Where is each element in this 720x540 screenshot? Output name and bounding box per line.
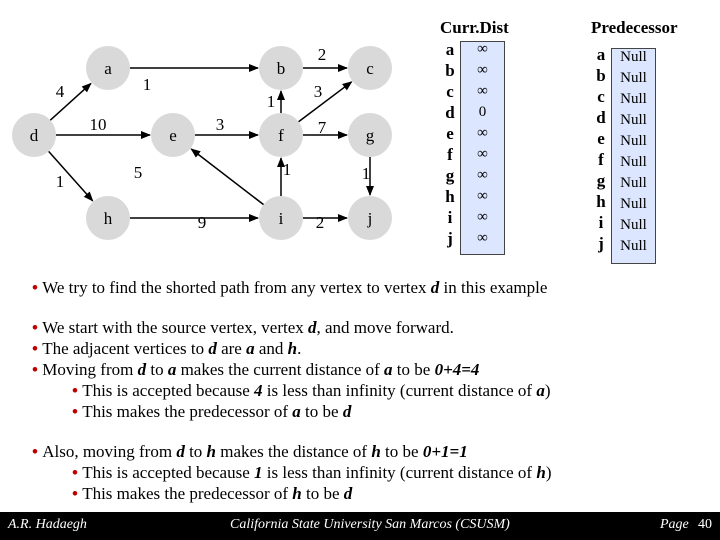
emphasis-text: h [287, 339, 298, 358]
bullet-6 [32, 442, 468, 462]
node-g [348, 113, 392, 157]
pred-row-vertex-g: g [596, 171, 606, 190]
emphasis-text: h [371, 442, 381, 461]
bullet-marker: • [72, 463, 83, 482]
emphasis-text: a [167, 360, 177, 379]
sub-bullet-4 [72, 381, 551, 401]
bullet-text: and [254, 339, 288, 358]
edge-weight-e-f: 3 [215, 115, 225, 134]
dist-row-vertex-i: i [447, 208, 453, 227]
emphasis-text: h [536, 463, 546, 482]
pred-value-b: Null [620, 70, 647, 86]
node-b [259, 46, 303, 90]
dist-row-vertex-a: a [445, 40, 455, 59]
emphasis-text: d [208, 339, 217, 358]
edge-weight-a-b: 1 [142, 75, 152, 94]
dist-row-vertex-f: f [447, 145, 453, 164]
pred-row-vertex-j: j [598, 234, 604, 253]
pred-row-vertex-h: h [596, 192, 606, 211]
emphasis-text: a [246, 339, 255, 358]
edge-weight-h-i: 9 [197, 213, 207, 232]
pred-value-f: Null [620, 154, 647, 170]
bullet-marker: • [32, 442, 43, 461]
dist-row-vertex-g: g [445, 166, 455, 185]
footer-bar [0, 512, 720, 540]
emphasis-text: d [343, 484, 353, 503]
dist-row-vertex-e: e [446, 124, 454, 143]
dist-value-h: ∞ [477, 188, 488, 204]
bullet-text: This makes the predecessor of [82, 484, 293, 503]
bullet-marker: • [72, 484, 83, 503]
sub-bullet-8 [72, 484, 352, 504]
pred-row-vertex-d: d [596, 108, 606, 127]
bullet-marker: • [32, 339, 43, 358]
edge-i-e [191, 149, 263, 205]
pred-row-vertex-e: e [597, 129, 605, 148]
bullet-text: to [184, 442, 207, 461]
pred-value-e: Null [620, 133, 647, 149]
curr-dist-header: Curr.Dist [440, 18, 509, 37]
edge-f-c [299, 82, 352, 122]
node-a [86, 46, 130, 90]
edge-weight-d-e: 10 [89, 115, 107, 134]
pred-value-h: Null [620, 196, 647, 212]
edge-weight-b-c: 2 [317, 45, 327, 64]
emphasis-text: d [430, 278, 440, 297]
bullet-text: is less than infinity (current distance of [262, 463, 537, 482]
footer-page-number: 40 [698, 517, 712, 532]
node-label-i: i [278, 209, 284, 228]
dist-row-vertex-c: c [446, 82, 454, 101]
pred-value-d: Null [620, 112, 647, 128]
bullet-text: to [146, 360, 168, 379]
sub-bullet-5 [72, 402, 351, 422]
footer-author: A.R. Hadaegh [8, 517, 87, 532]
bullet-marker: • [72, 402, 83, 421]
edge-weight-d-h: 1 [55, 172, 65, 191]
dist-row-vertex-j: j [447, 229, 453, 248]
bullet-text: We try to find the shorted path from any vertex to vertex [42, 278, 431, 297]
dist-value-d: 0 [478, 104, 487, 120]
emphasis-text: 0+4=4 [434, 360, 480, 379]
node-j [348, 196, 392, 240]
pred-row-vertex-i: i [598, 213, 604, 232]
dist-value-e: ∞ [477, 125, 488, 141]
node-label-e: e [169, 126, 177, 145]
emphasis-text: h [292, 484, 302, 503]
pred-row-vertex-c: c [597, 87, 605, 106]
bullet-text: ) [544, 381, 551, 400]
emphasis-text: a [292, 402, 301, 421]
bullet-text: to be [301, 484, 344, 503]
edge-weight-i-j: 2 [315, 213, 325, 232]
bullet-text: to be [300, 402, 343, 421]
bullet-text: are [216, 339, 247, 358]
bullet-text: , and move forward. [316, 318, 454, 337]
edge-weight-f-g: 7 [317, 118, 327, 137]
dist-value-j: ∞ [477, 230, 488, 246]
dist-row-vertex-d: d [445, 103, 455, 122]
bullet-0 [32, 278, 547, 298]
node-i [259, 196, 303, 240]
predecessor-header: Predecessor [591, 18, 678, 37]
pred-value-i: Null [620, 217, 647, 233]
edge-weight-i-e: 5 [133, 163, 143, 182]
node-label-j: j [367, 209, 373, 228]
bullet-text: in this example [439, 278, 548, 297]
bullet-text: This makes the predecessor of [82, 402, 293, 421]
emphasis-text: d [308, 318, 317, 337]
bullet-text: ) [545, 463, 552, 482]
graph-diagram [0, 0, 420, 260]
bullet-text: The adjacent vertices to [42, 339, 209, 358]
dist-value-i: ∞ [477, 209, 488, 225]
pred-value-g: Null [620, 175, 647, 191]
node-label-b: b [276, 59, 286, 78]
edge-weight-f-b: 1 [266, 92, 276, 111]
bullet-text: . [297, 339, 302, 358]
bullet-text: Also, moving from [42, 442, 177, 461]
emphasis-text: a [536, 381, 545, 400]
bullet-1 [32, 318, 454, 338]
pred-row-vertex-b: b [596, 66, 606, 85]
node-label-f: f [278, 126, 284, 145]
node-label-a: a [104, 59, 112, 78]
bullet-marker: • [32, 318, 43, 337]
node-label-c: c [366, 59, 374, 78]
bullet-text: to be [380, 442, 423, 461]
pred-row-vertex-f: f [598, 150, 604, 169]
pred-value-a: Null [620, 49, 647, 65]
emphasis-text: 0+1=1 [422, 442, 468, 461]
dist-value-g: ∞ [477, 167, 488, 183]
dist-value-a: ∞ [477, 41, 488, 57]
node-label-h: h [103, 209, 113, 228]
node-label-d: d [29, 126, 39, 145]
bullet-text: We start with the source vertex, vertex [42, 318, 309, 337]
pred-value-c: Null [620, 91, 647, 107]
node-d [12, 113, 56, 157]
bullet-text: This is accepted because [82, 381, 255, 400]
emphasis-text: d [176, 442, 185, 461]
node-h [86, 196, 130, 240]
emphasis-text: h [206, 442, 217, 461]
dist-value-f: ∞ [477, 146, 488, 162]
bullet-2 [32, 339, 301, 359]
bullet-text: makes the current distance of [176, 360, 385, 379]
pred-value-j: Null [620, 238, 647, 254]
bullet-text: is less than infinity (current distance of [262, 381, 537, 400]
bullet-marker: • [32, 278, 43, 297]
edge-weight-d-a: 4 [55, 82, 65, 101]
node-f [259, 113, 303, 157]
bullet-text: to be [392, 360, 435, 379]
edge-weight-i-f: 1 [282, 160, 292, 179]
footer-institution: California State University San Marcos (CSUSM) [230, 517, 510, 532]
dist-value-c: ∞ [477, 83, 488, 99]
emphasis-text: 4 [254, 381, 263, 400]
sub-bullet-7 [72, 463, 551, 483]
pred-row-vertex-a: a [596, 45, 606, 64]
bullet-text: Moving from [42, 360, 138, 379]
dist-value-b: ∞ [477, 62, 488, 78]
emphasis-text: a [384, 360, 393, 379]
emphasis-text: 1 [254, 463, 263, 482]
bullet-3 [32, 360, 479, 380]
edge-weight-g-j: 1 [361, 164, 371, 183]
edge-weight-f-c: 3 [313, 82, 323, 101]
node-c [348, 46, 392, 90]
footer-page-label: Page [660, 517, 689, 532]
bullet-marker: • [32, 360, 43, 379]
node-label-g: g [365, 126, 375, 145]
dist-row-vertex-h: h [445, 187, 455, 206]
dist-row-vertex-b: b [445, 61, 455, 80]
bullet-text: makes the distance of [216, 442, 372, 461]
node-e [151, 113, 195, 157]
bullet-marker: • [72, 381, 83, 400]
emphasis-text: d [342, 402, 352, 421]
bullet-text: This is accepted because [82, 463, 255, 482]
emphasis-text: d [137, 360, 147, 379]
